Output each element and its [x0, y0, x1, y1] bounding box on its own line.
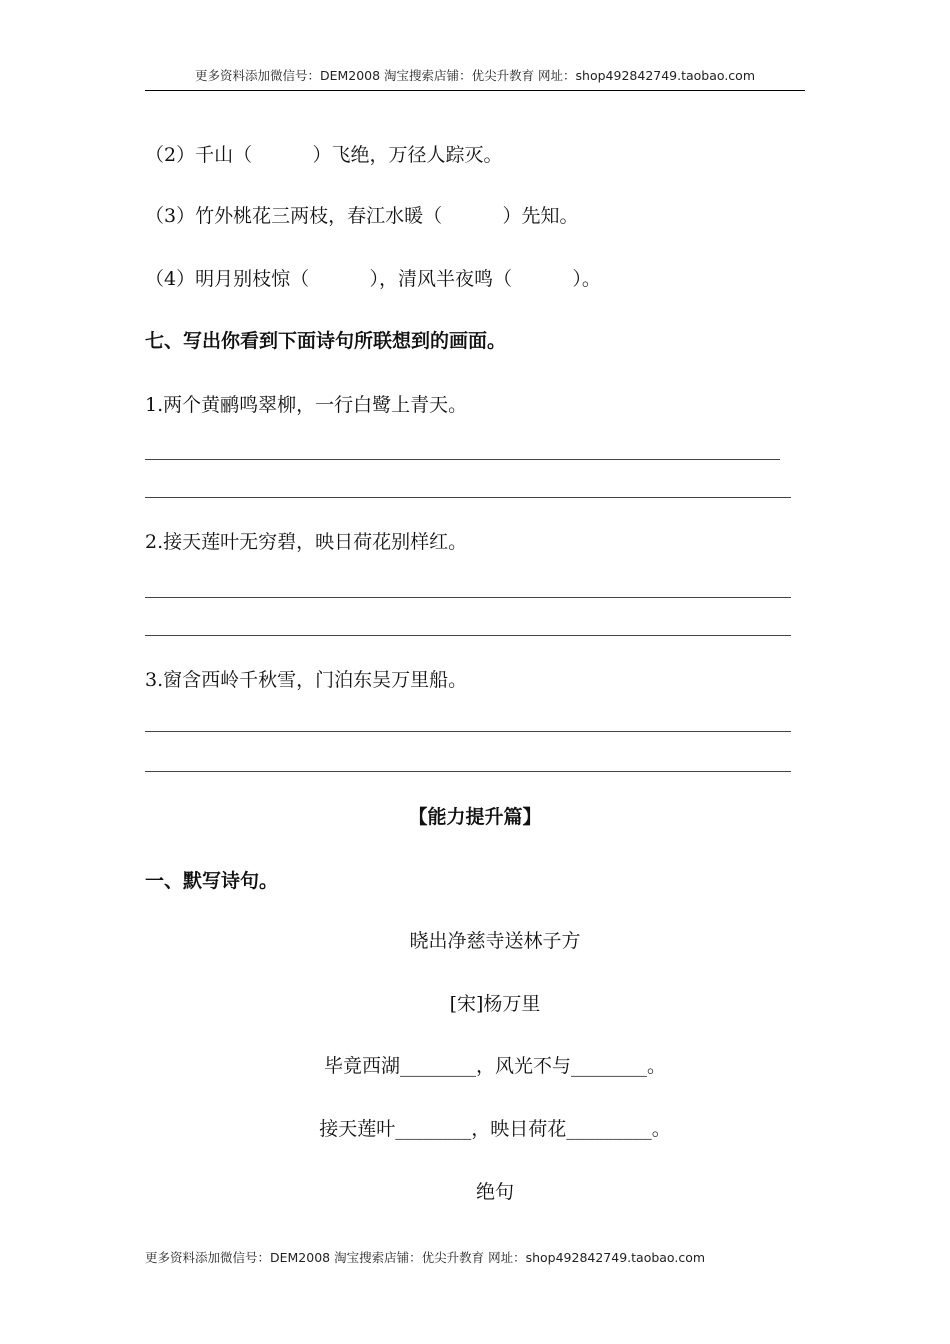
answer-line-3a [145, 731, 791, 732]
answer-line-1a [145, 459, 780, 460]
poem1-line2: 接天莲叶________，映日荷花_________。 [319, 1118, 671, 1140]
fill-blank-2: （2）千山（ ）飞绝，万径人踪灭。 [145, 144, 503, 166]
question-3: 3.窗含西岭千秋雪，门泊东吴万里船。 [145, 669, 468, 691]
question-1: 1.两个黄鹂鸣翠柳，一行白鹭上青天。 [145, 394, 468, 416]
page-header: 更多资料添加微信号：DEM2008 淘宝搜索店铺：优尖升教育 网址：shop492842749.taobao.com [145, 66, 805, 91]
ability-heading: 【能力提升篇】 [408, 806, 542, 828]
answer-line-2b [145, 635, 791, 636]
question-2: 2.接天莲叶无穷碧，映日荷花别样红。 [145, 531, 468, 553]
poem1-line1: 毕竟西湖________，风光不与________。 [323, 1055, 666, 1077]
answer-line-2a [145, 597, 791, 598]
fill-blank-4: （4）明月别枝惊（ ），清风半夜鸣（ ）。 [145, 268, 601, 290]
answer-line-3b [145, 771, 791, 772]
page-footer: 更多资料添加微信号：DEM2008 淘宝搜索店铺：优尖升教育 网址：shop492842749.taobao.com [145, 1250, 706, 1265]
answer-line-1b [145, 497, 791, 498]
section7-title: 七、写出你看到下面诗句所联想到的画面。 [145, 330, 507, 352]
poem1-author: [宋]杨万里 [449, 993, 541, 1015]
section1-title: 一、默写诗句。 [145, 870, 279, 892]
poem2-title: 绝句 [475, 1181, 514, 1203]
poem1-title: 晓出净慈寺送林子方 [409, 930, 581, 952]
fill-blank-3: （3）竹外桃花三两枝，春江水暖（ ）先知。 [145, 205, 579, 227]
